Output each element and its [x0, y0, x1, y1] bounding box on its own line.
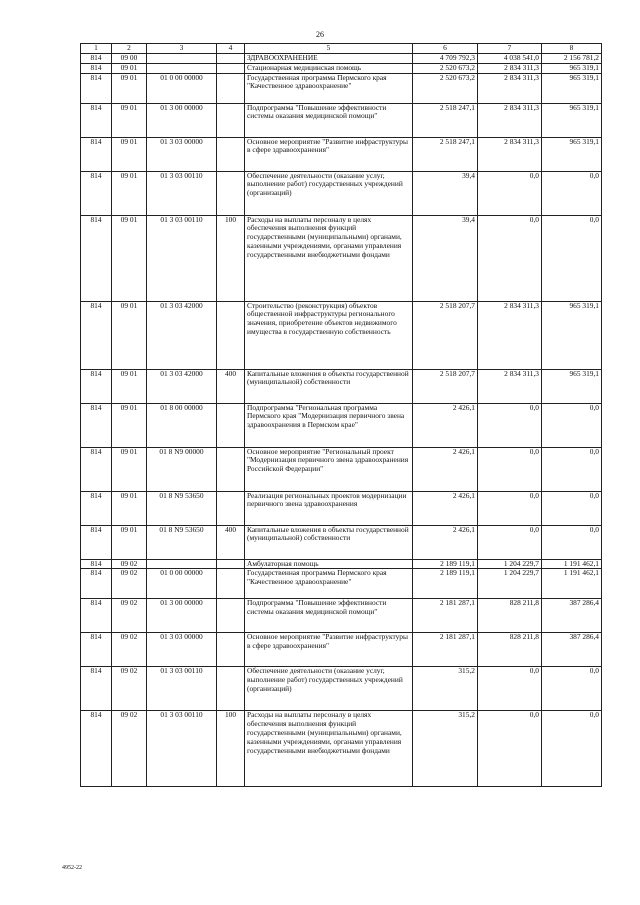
- cell-expense-type: 100: [217, 711, 245, 787]
- cell-name: Расходы на выплаты персоналу в целях обеспечения выполнения функций государственными (муниципальными) органами, казенными учреждениями, органами управления государственными внебюджетными фондами: [245, 711, 413, 787]
- cell-code: 814: [81, 667, 112, 711]
- cell-amount-col7: 2 834 311,3: [478, 301, 542, 369]
- cell-amount-col8: 387 286,4: [542, 633, 602, 667]
- cell-amount-col7: 1 204 229,7: [478, 569, 542, 599]
- cell-amount-col6: 2 426,1: [413, 403, 478, 447]
- cell-expense-type: [217, 559, 245, 569]
- cell-code: 814: [81, 137, 112, 171]
- cell-expense-type: [217, 73, 245, 103]
- cell-amount-col6: 315,2: [413, 711, 478, 787]
- table-row: [81, 711, 602, 787]
- table-row: [81, 667, 602, 711]
- cell-amount-col6: 2 189 119,1: [413, 559, 478, 569]
- column-header: 6: [413, 44, 478, 54]
- cell-amount-col7: 0,0: [478, 215, 542, 301]
- cell-expense-type: [217, 447, 245, 491]
- cell-amount-col8: 965 319,1: [542, 63, 602, 73]
- cell-name: Основное мероприятие "Развитие инфраструктуры в сфере здравоохранения": [245, 633, 413, 667]
- table-row: [81, 633, 602, 667]
- table-row: [81, 73, 602, 103]
- cell-amount-col8: 0,0: [542, 525, 602, 559]
- cell-amount-col8: 0,0: [542, 215, 602, 301]
- table-row: [81, 103, 602, 137]
- cell-name: Подпрограмма "Региональная программа Пермского края "Модернизация первичного звена здравоохранения в Пермском крае": [245, 403, 413, 447]
- cell-name: Расходы на выплаты персоналу в целях обеспечения выполнения функций государственными (муниципальными) органами, казенными учреждениями, органами управления государственными внебюджетными фондами: [245, 215, 413, 301]
- column-header: 5: [245, 44, 413, 54]
- cell-code: 814: [81, 215, 112, 301]
- cell-amount-col7: 2 834 311,3: [478, 137, 542, 171]
- cell-amount-col6: 2 520 673,2: [413, 63, 478, 73]
- cell-amount-col7: 0,0: [478, 403, 542, 447]
- cell-name: Стационарная медицинская помощь: [245, 63, 413, 73]
- cell-amount-col7: 0,0: [478, 447, 542, 491]
- cell-name: Капитальные вложения в объекты государственной (муниципальной) собственности: [245, 525, 413, 559]
- cell-section: 09 01: [112, 447, 147, 491]
- column-header: 4: [217, 44, 245, 54]
- cell-amount-col7: 2 834 311,3: [478, 73, 542, 103]
- table-row: [81, 369, 602, 403]
- cell-target-article: 01 8 N9 00000: [147, 447, 217, 491]
- cell-expense-type: [217, 667, 245, 711]
- cell-name: Капитальные вложения в объекты государственной (муниципальной) собственности: [245, 369, 413, 403]
- table-row: [81, 491, 602, 525]
- cell-name: Обеспечение деятельности (оказание услуг, выполнение работ) государственных учреждений (организаций): [245, 171, 413, 215]
- cell-section: 09 01: [112, 103, 147, 137]
- cell-amount-col7: 0,0: [478, 711, 542, 787]
- cell-code: 814: [81, 569, 112, 599]
- table-row: [81, 525, 602, 559]
- cell-amount-col7: 0,0: [478, 171, 542, 215]
- cell-target-article: 01 3 03 00110: [147, 215, 217, 301]
- cell-target-article: 01 3 03 00110: [147, 711, 217, 787]
- table-row: [81, 171, 602, 215]
- cell-name: Государственная программа Пермского края "Качественное здравоохранение": [245, 569, 413, 599]
- cell-amount-col7: 2 834 311,3: [478, 369, 542, 403]
- cell-target-article: 01 3 03 42000: [147, 301, 217, 369]
- cell-amount-col8: 965 319,1: [542, 137, 602, 171]
- cell-amount-col8: 2 156 781,2: [542, 54, 602, 64]
- cell-expense-type: 400: [217, 525, 245, 559]
- cell-amount-col6: 315,2: [413, 667, 478, 711]
- column-header: 8: [542, 44, 602, 54]
- cell-amount-col8: 1 191 462,1: [542, 569, 602, 599]
- table-row: [81, 559, 602, 569]
- cell-expense-type: [217, 301, 245, 369]
- cell-amount-col8: 0,0: [542, 447, 602, 491]
- cell-amount-col7: 4 038 541,0: [478, 54, 542, 64]
- table-row: [81, 137, 602, 171]
- cell-amount-col7: 0,0: [478, 667, 542, 711]
- cell-amount-col6: 2 426,1: [413, 447, 478, 491]
- cell-section: 09 01: [112, 301, 147, 369]
- cell-amount-col6: 39,4: [413, 171, 478, 215]
- budget-table: [80, 43, 602, 787]
- column-header: 3: [147, 44, 217, 54]
- cell-amount-col8: 0,0: [542, 667, 602, 711]
- cell-target-article: 01 0 00 00000: [147, 73, 217, 103]
- cell-name: Обеспечение деятельности (оказание услуг, выполнение работ) государственных учреждений (организаций): [245, 667, 413, 711]
- cell-code: 814: [81, 369, 112, 403]
- table-row: [81, 447, 602, 491]
- cell-target-article: 01 3 03 42000: [147, 369, 217, 403]
- column-header: 1: [81, 44, 112, 54]
- cell-code: 814: [81, 63, 112, 73]
- cell-section: 09 01: [112, 73, 147, 103]
- cell-code: 814: [81, 103, 112, 137]
- cell-code: 814: [81, 633, 112, 667]
- cell-expense-type: [217, 633, 245, 667]
- cell-target-article: 01 0 00 00000: [147, 569, 217, 599]
- cell-section: 09 01: [112, 137, 147, 171]
- cell-code: 814: [81, 301, 112, 369]
- cell-name: Подпрограмма "Повышение эффективности системы оказания медицинской помощи": [245, 103, 413, 137]
- cell-amount-col7: 0,0: [478, 525, 542, 559]
- cell-amount-col6: 2 520 673,2: [413, 73, 478, 103]
- cell-amount-col8: 0,0: [542, 491, 602, 525]
- cell-code: 814: [81, 491, 112, 525]
- cell-section: 09 01: [112, 369, 147, 403]
- cell-target-article: 01 3 00 00000: [147, 599, 217, 633]
- cell-section: 09 01: [112, 63, 147, 73]
- cell-target-article: 01 8 N9 53650: [147, 491, 217, 525]
- cell-expense-type: [217, 63, 245, 73]
- table-row: [81, 599, 602, 633]
- column-header: 7: [478, 44, 542, 54]
- cell-amount-col6: 2 518 247,1: [413, 137, 478, 171]
- cell-section: 09 01: [112, 215, 147, 301]
- cell-expense-type: [217, 599, 245, 633]
- cell-section: 09 02: [112, 559, 147, 569]
- cell-amount-col7: 0,0: [478, 491, 542, 525]
- table-row: [81, 63, 602, 73]
- cell-code: 814: [81, 525, 112, 559]
- table-body: [81, 54, 602, 787]
- cell-section: 09 01: [112, 403, 147, 447]
- cell-name: Амбулаторная помощь: [245, 559, 413, 569]
- cell-amount-col6: 2 518 247,1: [413, 103, 478, 137]
- cell-amount-col8: 965 319,1: [542, 73, 602, 103]
- cell-target-article: 01 3 03 00110: [147, 171, 217, 215]
- cell-expense-type: [217, 403, 245, 447]
- cell-amount-col8: 965 319,1: [542, 301, 602, 369]
- header-row: [81, 44, 602, 54]
- table-row: [81, 215, 602, 301]
- cell-section: 09 02: [112, 569, 147, 599]
- cell-expense-type: [217, 569, 245, 599]
- cell-code: 814: [81, 171, 112, 215]
- cell-amount-col6: 2 181 287,1: [413, 633, 478, 667]
- cell-amount-col6: 2 518 207,7: [413, 369, 478, 403]
- cell-amount-col8: 0,0: [542, 711, 602, 787]
- cell-code: 814: [81, 559, 112, 569]
- cell-amount-col6: 2 426,1: [413, 525, 478, 559]
- column-header: 2: [112, 44, 147, 54]
- table-row: [81, 301, 602, 369]
- cell-name: Реализация региональных проектов модернизации первичного звена здравоохранения: [245, 491, 413, 525]
- table-row: [81, 403, 602, 447]
- cell-section: 09 00: [112, 54, 147, 64]
- cell-amount-col8: 0,0: [542, 403, 602, 447]
- table-row: [81, 569, 602, 599]
- cell-section: 09 01: [112, 525, 147, 559]
- cell-name: Основное мероприятие "Региональный проект "Модернизация первичного звена здравоохранения Российской Федерации": [245, 447, 413, 491]
- table-row: [81, 54, 602, 64]
- cell-amount-col6: 39,4: [413, 215, 478, 301]
- cell-code: 814: [81, 711, 112, 787]
- cell-amount-col6: 2 426,1: [413, 491, 478, 525]
- cell-amount-col7: 2 834 311,3: [478, 63, 542, 73]
- cell-amount-col8: 0,0: [542, 171, 602, 215]
- cell-target-article: [147, 63, 217, 73]
- cell-expense-type: 100: [217, 215, 245, 301]
- cell-name: Государственная программа Пермского края "Качественное здравоохранение": [245, 73, 413, 103]
- cell-code: 814: [81, 403, 112, 447]
- cell-code: 814: [81, 54, 112, 64]
- cell-code: 814: [81, 599, 112, 633]
- cell-target-article: 01 3 00 00000: [147, 103, 217, 137]
- cell-amount-col6: 2 518 207,7: [413, 301, 478, 369]
- cell-amount-col8: 387 286,4: [542, 599, 602, 633]
- cell-amount-col8: 965 319,1: [542, 369, 602, 403]
- cell-name: Основное мероприятие "Развитие инфраструктуры в сфере здравоохранения": [245, 137, 413, 171]
- cell-section: 09 02: [112, 667, 147, 711]
- cell-expense-type: 400: [217, 369, 245, 403]
- cell-amount-col6: 2 189 119,1: [413, 569, 478, 599]
- cell-section: 09 01: [112, 491, 147, 525]
- cell-section: 09 02: [112, 633, 147, 667]
- cell-target-article: 01 8 00 00000: [147, 403, 217, 447]
- cell-amount-col6: 4 709 792,3: [413, 54, 478, 64]
- cell-amount-col7: 2 834 311,3: [478, 103, 542, 137]
- cell-amount-col7: 1 204 229,7: [478, 559, 542, 569]
- cell-target-article: [147, 559, 217, 569]
- cell-section: 09 02: [112, 711, 147, 787]
- cell-name: Подпрограмма "Повышение эффективности системы оказания медицинской помощи": [245, 599, 413, 633]
- cell-expense-type: [217, 103, 245, 137]
- cell-amount-col6: 2 181 287,1: [413, 599, 478, 633]
- cell-expense-type: [217, 491, 245, 525]
- cell-expense-type: [217, 54, 245, 64]
- cell-section: 09 01: [112, 171, 147, 215]
- cell-amount-col7: 828 211,8: [478, 633, 542, 667]
- cell-expense-type: [217, 171, 245, 215]
- cell-target-article: 01 3 03 00000: [147, 137, 217, 171]
- cell-target-article: [147, 54, 217, 64]
- cell-expense-type: [217, 137, 245, 171]
- cell-amount-col7: 828 211,8: [478, 599, 542, 633]
- document-code: 4952-22: [62, 865, 82, 871]
- cell-target-article: 01 3 03 00000: [147, 633, 217, 667]
- cell-amount-col8: 965 319,1: [542, 103, 602, 137]
- cell-amount-col8: 1 191 462,1: [542, 559, 602, 569]
- cell-section: 09 02: [112, 599, 147, 633]
- cell-target-article: 01 8 N9 53650: [147, 525, 217, 559]
- cell-target-article: 01 3 03 00110: [147, 667, 217, 711]
- page-number: 26: [316, 30, 324, 39]
- cell-name: ЗДРАВООХРАНЕНИЕ: [245, 54, 413, 64]
- cell-name: Строительство (реконструкция) объектов общественной инфраструктуры регионального значения, приобретение объектов недвижимого имущества в государственную собственность: [245, 301, 413, 369]
- cell-code: 814: [81, 73, 112, 103]
- cell-code: 814: [81, 447, 112, 491]
